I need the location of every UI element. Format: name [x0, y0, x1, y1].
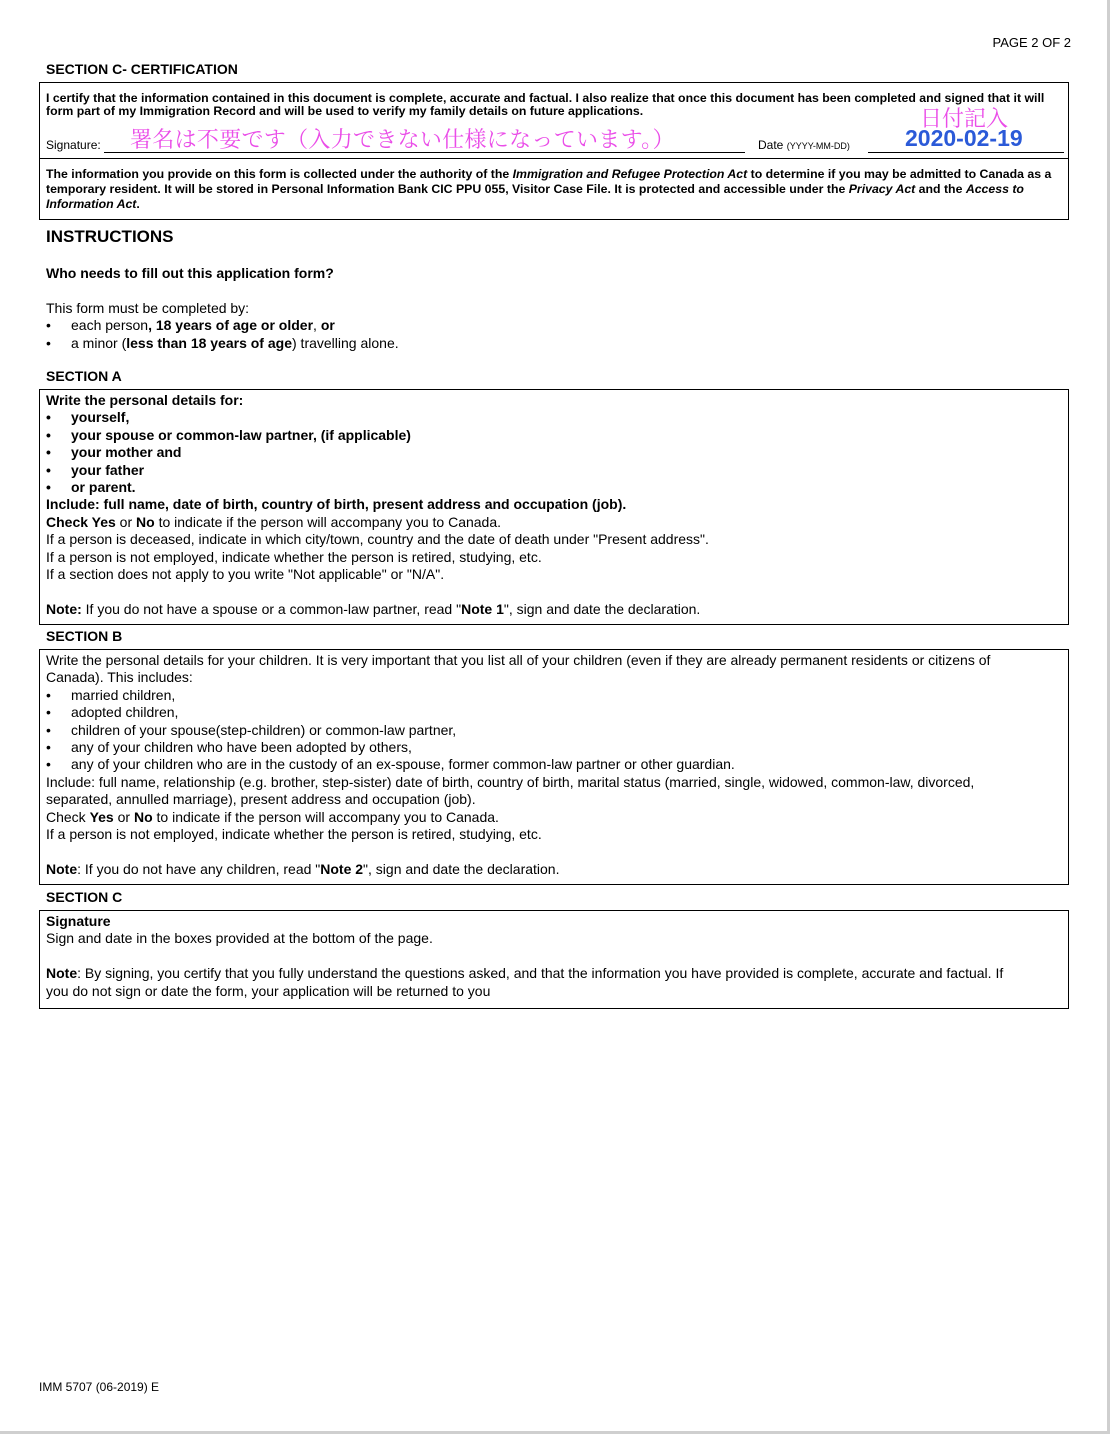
- date-format: (YYYY-MM-DD): [786, 141, 850, 151]
- bullet: •: [46, 461, 51, 478]
- text-bold: less than 18 years of age: [126, 334, 292, 351]
- text: your mother and: [71, 444, 182, 461]
- who-intro: This form must be completed by:: [46, 300, 250, 316]
- text: or: [115, 513, 137, 530]
- text-bold: Note 2: [320, 860, 364, 877]
- section-b-include-1: Include: full name, relationship (e.g. brother, step-sister) date of birth, country of birth, marital status (married, single, widowed, common-law, divorced,: [46, 773, 975, 790]
- text: to indicate if the person will accompany you to Canada.: [152, 808, 499, 825]
- list-item: [46, 409, 1060, 426]
- bullet: •: [46, 444, 51, 461]
- section-b-heading: SECTION B: [46, 628, 123, 644]
- section-c-heading: SECTION C: [46, 889, 123, 905]
- instructions-title: INSTRUCTIONS: [46, 227, 174, 246]
- privacy-ati: Access to Information Act: [46, 182, 1024, 211]
- section-b-content: [46, 652, 1060, 878]
- privacy-text-3: and the: [915, 182, 966, 196]
- section-a-box: [39, 389, 1069, 625]
- date-field[interactable]: [868, 152, 1064, 153]
- list-item: [46, 722, 1060, 739]
- signature-label: Signature:: [46, 138, 101, 152]
- privacy-act: Privacy Act: [848, 182, 916, 196]
- text-bold: Note:: [46, 600, 82, 617]
- text-bold: Yes: [89, 808, 114, 825]
- spacer: [46, 948, 1060, 965]
- text: ", sign and date the declaration.: [503, 600, 701, 617]
- section-b-not-employed: If a person is not employed, indicate whether the person is retired, studying, etc.: [46, 826, 542, 843]
- section-c-note: [46, 965, 1060, 982]
- date-label-text: Date: [758, 138, 784, 152]
- text: ) travelling alone.: [292, 334, 399, 351]
- text: to indicate if the person will accompany you to Canada.: [154, 513, 502, 530]
- text: your father: [71, 461, 145, 478]
- text: Check: [46, 808, 90, 825]
- section-a-intro: Write the personal details for:: [46, 392, 244, 408]
- text-bold: or: [320, 317, 335, 334]
- text-bold: Note 1: [461, 600, 504, 617]
- text: or parent.: [71, 479, 136, 496]
- section-c-sub: Signature: [46, 913, 111, 929]
- privacy-notice: [46, 167, 1060, 212]
- text: If you do not have a spouse or a common-law partner, read ": [81, 600, 462, 617]
- section-a-note: [46, 601, 1060, 618]
- section-a-heading: SECTION A: [46, 368, 122, 384]
- bullet: •: [46, 317, 51, 334]
- list-item: [46, 479, 1060, 496]
- list-item: [46, 335, 399, 352]
- certification-heading: SECTION C- CERTIFICATION: [46, 61, 238, 77]
- certification-statement: I certify that the information contained in this document is complete, accurate and factual. I also realize that once this document has been completed and signed that it will form part of my Immigration Record and will be used to verify my family details on future applications.: [46, 91, 1045, 118]
- section-a-deceased: If a person is deceased, indicate in which city/town, country and the date of death under "Present address".: [46, 531, 709, 548]
- bullet: •: [46, 334, 51, 351]
- section-b-box: [39, 649, 1069, 885]
- privacy-text-1: The information you provide on this form is collected under the authority of the: [46, 167, 513, 181]
- section-c-sign-text: Sign and date in the boxes provided at the bottom of the page.: [46, 930, 433, 947]
- text: any of your children who have been adopted by others,: [71, 739, 412, 756]
- text: married children,: [71, 686, 176, 703]
- privacy-text-4: .: [136, 197, 140, 211]
- date-annotation: 日付記入: [920, 106, 1009, 131]
- who-heading: Who needs to fill out this application form?: [46, 265, 334, 281]
- bullet: •: [46, 409, 51, 426]
- bullet: •: [46, 686, 51, 703]
- section-c-box: [39, 910, 1069, 1009]
- text: : If you do not have any children, read ": [77, 860, 321, 877]
- text: a minor (: [71, 334, 127, 351]
- list-item: [46, 317, 399, 334]
- text: ", sign and date the declaration.: [363, 860, 560, 877]
- privacy-text-2: to determine if you may be admitted to Canada as a temporary resident. It will be stored in Personal Information Bank CIC PPU 055, Visitor Case File. It is protected and accessible under the: [46, 167, 1052, 196]
- bullet: •: [46, 756, 51, 773]
- date-label: [758, 138, 850, 152]
- spacer: [46, 583, 1060, 600]
- section-a-not-employed: If a person is not employed, indicate whether the person is retired, studying, etc.: [46, 548, 542, 565]
- section-c-content: [46, 913, 1060, 1000]
- text: each person: [71, 317, 149, 334]
- text: : By signing, you certify that you fully understand the questions asked, and that the information you have provided is complete, accurate and factual. If: [77, 965, 1004, 982]
- list-item: [46, 427, 1060, 444]
- section-c-note-2: you do not sign or date the form, your application will be returned to you: [46, 982, 491, 999]
- form-code: IMM 5707 (06-2019) E: [39, 1380, 160, 1394]
- bullet: •: [46, 739, 51, 756]
- section-b-intro-1: Write the personal details for your children. It is very important that you list all of your children (even if they are already permanent residents or citizens of: [46, 652, 991, 668]
- who-list: [46, 300, 399, 352]
- text-bold: No: [133, 808, 153, 825]
- bullet: •: [46, 721, 51, 738]
- list-item: [46, 444, 1060, 461]
- section-a-not-applicable: If a section does not apply to you write "Not applicable" or "N/A".: [46, 566, 445, 583]
- text-bold: Note: [46, 860, 78, 877]
- section-b-include-2: separated, annulled marriage), present address and occupation (job).: [46, 791, 476, 808]
- text: your spouse or common-law partner, (if applicable): [71, 426, 411, 443]
- certification-divider: [40, 158, 1068, 159]
- signature-annotation: 署名は不要です（入力できない仕様になっています。）: [130, 127, 675, 152]
- date-value[interactable]: 2020-02-19: [905, 125, 1023, 151]
- list-item: [46, 704, 1060, 721]
- text: ,: [313, 317, 321, 334]
- privacy-irpa: Immigration and Refugee Protection Act: [512, 167, 748, 181]
- section-b-intro-2: Canada). This includes:: [46, 669, 193, 686]
- list-item: [46, 739, 1060, 756]
- text: yourself,: [71, 409, 130, 426]
- text: children of your spouse(step-children) or common-law partner,: [71, 721, 457, 738]
- bullet: •: [46, 426, 51, 443]
- text-bold: , 18 years of age or older: [148, 317, 314, 334]
- bullet: •: [46, 479, 51, 496]
- section-b-note: [46, 861, 1060, 878]
- list-item: [46, 687, 1060, 704]
- section-a-check: [46, 514, 1060, 531]
- spacer: [46, 843, 1060, 860]
- bullet: •: [46, 704, 51, 721]
- text-bold: No: [136, 513, 155, 530]
- text-bold: Check Yes: [46, 513, 116, 530]
- certification-box: [39, 82, 1069, 220]
- section-b-check: [46, 809, 1060, 826]
- page-number: PAGE 2 OF 2: [992, 35, 1071, 50]
- section-a-include: Include: full name, date of birth, country of birth, present address and occupation (job).: [46, 496, 627, 513]
- text: or: [113, 808, 134, 825]
- list-item: [46, 756, 1060, 773]
- section-a-content: [46, 392, 1060, 618]
- text-bold: Note: [46, 965, 78, 982]
- text: adopted children,: [71, 704, 179, 721]
- text: any of your children who are in the custody of an ex-spouse, former common-law partner or other guardian.: [71, 756, 735, 773]
- list-item: [46, 462, 1060, 479]
